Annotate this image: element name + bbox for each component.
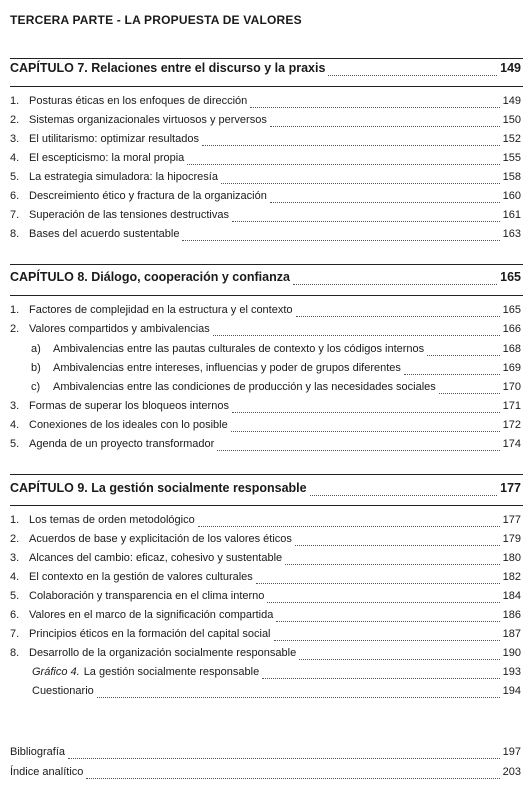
- chapter-title: CAPÍTULO 9. La gestión socialmente responsable: [10, 481, 307, 495]
- toc-entry[interactable]: [10, 552, 521, 568]
- dot-leader: [250, 106, 499, 108]
- entry-page: 171: [502, 400, 521, 412]
- entry-page: 174: [502, 438, 521, 450]
- dot-leader: [299, 658, 499, 660]
- entry-title: Formas de superar los bloqueos internos: [29, 400, 229, 412]
- entry-number: 6.: [10, 609, 20, 621]
- entry-title: Valores compartidos y ambivalencias: [29, 323, 210, 335]
- dot-leader: [267, 601, 499, 603]
- entry-title: Ambivalencias entre las condiciones de producción y las necesidades sociales: [53, 381, 436, 393]
- entry-page: 158: [502, 171, 521, 183]
- entry-title: Agenda de un proyecto transformador: [29, 438, 215, 450]
- entry-page: 160: [502, 190, 521, 202]
- dot-leader: [439, 392, 500, 394]
- dot-leader: [221, 182, 500, 184]
- dot-leader: [262, 677, 499, 679]
- entry-title: El contexto en la gestión de valores culturales: [29, 571, 253, 583]
- divider: [10, 295, 523, 296]
- toc-entry[interactable]: [10, 228, 521, 244]
- toc-entry[interactable]: [10, 190, 521, 206]
- entry-number: 2.: [10, 323, 20, 335]
- entry-title: El escepticismo: la moral propia: [29, 152, 185, 164]
- toc-entry[interactable]: [10, 438, 521, 454]
- dot-leader: [232, 411, 500, 413]
- entry-number: 4.: [10, 571, 20, 583]
- toc-entry[interactable]: [32, 685, 521, 701]
- entry-number: 2.: [10, 533, 20, 545]
- entry-number: 4.: [10, 152, 20, 164]
- toc-entry[interactable]: [10, 400, 521, 416]
- chapter-heading[interactable]: [10, 270, 521, 288]
- divider: [10, 86, 523, 87]
- chapter-heading[interactable]: [10, 61, 521, 79]
- divider: [10, 58, 523, 59]
- dot-leader: [213, 334, 500, 336]
- entry-title: Ambivalencias entre intereses, influencias y poder de grupos diferentes: [53, 362, 401, 374]
- dot-leader: [270, 201, 500, 203]
- entry-number: 1.: [10, 514, 20, 526]
- entry-page: 193: [502, 666, 521, 678]
- entry-title: Bases del acuerdo sustentable: [29, 228, 180, 240]
- toc-entry[interactable]: [10, 152, 521, 168]
- dot-leader: [202, 144, 500, 146]
- dot-leader: [293, 283, 497, 285]
- dot-leader: [310, 494, 498, 496]
- entry-page: 150: [502, 114, 521, 126]
- entry-page: 149: [502, 95, 521, 107]
- dot-leader: [285, 563, 500, 565]
- entry-number: 8.: [10, 647, 20, 659]
- entry-page: 186: [502, 609, 521, 621]
- toc-entry[interactable]: [10, 95, 521, 111]
- dot-leader: [68, 757, 500, 759]
- entry-number: 2.: [10, 114, 20, 126]
- entry-title: Los temas de orden metodológico: [29, 514, 195, 526]
- chapter-heading[interactable]: [10, 481, 521, 499]
- dot-leader: [427, 354, 499, 356]
- divider: [10, 505, 523, 506]
- entry-title: Valores en el marco de la significación compartida: [29, 609, 274, 621]
- dot-leader: [295, 544, 500, 546]
- toc-entry[interactable]: [10, 609, 521, 625]
- toc-backmatter-entry[interactable]: [10, 766, 521, 782]
- entry-number: 1.: [10, 95, 20, 107]
- entry-title: Cuestionario: [32, 685, 94, 697]
- entry-page: 161: [502, 209, 521, 221]
- entry-title: El utilitarismo: optimizar resultados: [29, 133, 199, 145]
- divider: [10, 264, 523, 265]
- entry-number: 5.: [10, 590, 20, 602]
- dot-leader: [231, 430, 500, 432]
- entry-page: 184: [502, 590, 521, 602]
- toc-entry[interactable]: [10, 419, 521, 435]
- toc-entry[interactable]: [10, 647, 521, 663]
- entry-title: Posturas éticas en los enfoques de dirección: [29, 95, 248, 107]
- dot-leader: [217, 449, 499, 451]
- dot-leader: [97, 696, 500, 698]
- entry-page: 182: [502, 571, 521, 583]
- toc-entry[interactable]: [10, 590, 521, 606]
- entry-number: 3.: [10, 133, 20, 145]
- entry-title: Alcances del cambio: eficaz, cohesivo y sustentable: [29, 552, 283, 564]
- toc-entry[interactable]: [10, 323, 521, 339]
- entry-page: 168: [502, 343, 521, 355]
- toc-entry[interactable]: [10, 514, 521, 530]
- entry-title: Factores de complejidad en la estructura y el contexto: [29, 304, 293, 316]
- entry-letter: a): [31, 343, 41, 355]
- dot-leader: [232, 220, 500, 222]
- toc-subentry[interactable]: [31, 362, 521, 378]
- toc-entry[interactable]: [10, 304, 521, 320]
- entry-page: 194: [502, 685, 521, 697]
- entry-number: 1.: [10, 304, 20, 316]
- entry-page: 172: [502, 419, 521, 431]
- dot-leader: [182, 239, 499, 241]
- entry-page: 180: [502, 552, 521, 564]
- chapter-page: 165: [500, 270, 521, 284]
- entry-page: 197: [502, 746, 521, 758]
- toc-subentry[interactable]: [31, 381, 521, 397]
- toc-figure-entry[interactable]: [32, 666, 521, 682]
- entry-title: Colaboración y transparencia en el clima interno: [29, 590, 265, 602]
- dot-leader: [404, 373, 500, 375]
- chapter-page: 149: [500, 61, 521, 75]
- entry-title: Descreimiento ético y fractura de la organización: [29, 190, 267, 202]
- entry-title: Ambivalencias entre las pautas culturales de contexto y los códigos internos: [53, 343, 425, 355]
- entry-number: 3.: [10, 552, 20, 564]
- toc-backmatter-entry[interactable]: [10, 746, 521, 762]
- entry-page: 190: [502, 647, 521, 659]
- entry-number: 7.: [10, 209, 20, 221]
- toc-entry[interactable]: [10, 209, 521, 225]
- entry-letter: b): [31, 362, 41, 374]
- toc-entry[interactable]: [10, 533, 521, 549]
- entry-page: 165: [502, 304, 521, 316]
- entry-number: 4.: [10, 419, 20, 431]
- entry-title: Acuerdos de base y explicitación de los valores éticos: [29, 533, 292, 545]
- section-title: TERCERA PARTE - LA PROPUESTA DE VALORES: [10, 13, 302, 27]
- entry-title: La gestión socialmente responsable: [83, 666, 260, 678]
- entry-page: 187: [502, 628, 521, 640]
- dot-leader: [328, 74, 497, 76]
- chapter-title: CAPÍTULO 8. Diálogo, cooperación y confianza: [10, 270, 290, 284]
- entry-title: Conexiones de los ideales con lo posible: [29, 419, 228, 431]
- dot-leader: [296, 315, 500, 317]
- entry-letter: c): [31, 381, 41, 393]
- entry-page: 179: [502, 533, 521, 545]
- entry-number: 3.: [10, 400, 20, 412]
- toc-entry[interactable]: [10, 133, 521, 149]
- dot-leader: [187, 163, 499, 165]
- entry-page: 170: [502, 381, 521, 393]
- entry-number: 6.: [10, 190, 20, 202]
- dot-leader: [86, 777, 499, 779]
- chapter-title: CAPÍTULO 7. Relaciones entre el discurso y la praxis: [10, 61, 326, 75]
- dot-leader: [270, 125, 500, 127]
- dot-leader: [256, 582, 500, 584]
- toc-subentry[interactable]: [31, 343, 521, 359]
- entry-page: 169: [502, 362, 521, 374]
- dot-leader: [276, 620, 499, 622]
- divider: [10, 474, 523, 475]
- entry-title: Sistemas organizacionales virtuosos y perversos: [29, 114, 267, 126]
- toc-entry[interactable]: [10, 571, 521, 587]
- entry-page: 152: [502, 133, 521, 145]
- toc-entry[interactable]: [10, 628, 521, 644]
- entry-number: 5.: [10, 438, 20, 450]
- entry-number: 8.: [10, 228, 20, 240]
- entry-number: 7.: [10, 628, 20, 640]
- entry-number: 5.: [10, 171, 20, 183]
- entry-page: 166: [502, 323, 521, 335]
- entry-title: Principios éticos en la formación del capital social: [29, 628, 271, 640]
- entry-title: La estrategia simuladora: la hipocresía: [29, 171, 218, 183]
- entry-title: Superación de las tensiones destructivas: [29, 209, 229, 221]
- entry-title: Bibliografía: [10, 746, 66, 758]
- entry-page: 177: [502, 514, 521, 526]
- dot-leader: [198, 525, 500, 527]
- figure-label: Gráfico 4.: [32, 666, 80, 678]
- entry-title: Índice analítico: [10, 766, 84, 778]
- entry-page: 203: [502, 766, 521, 778]
- chapter-page: 177: [500, 481, 521, 495]
- entry-page: 163: [502, 228, 521, 240]
- dot-leader: [274, 639, 500, 641]
- entry-title: Desarrollo de la organización socialmente responsable: [29, 647, 297, 659]
- toc-entry[interactable]: [10, 171, 521, 187]
- entry-page: 155: [502, 152, 521, 164]
- toc-entry[interactable]: [10, 114, 521, 130]
